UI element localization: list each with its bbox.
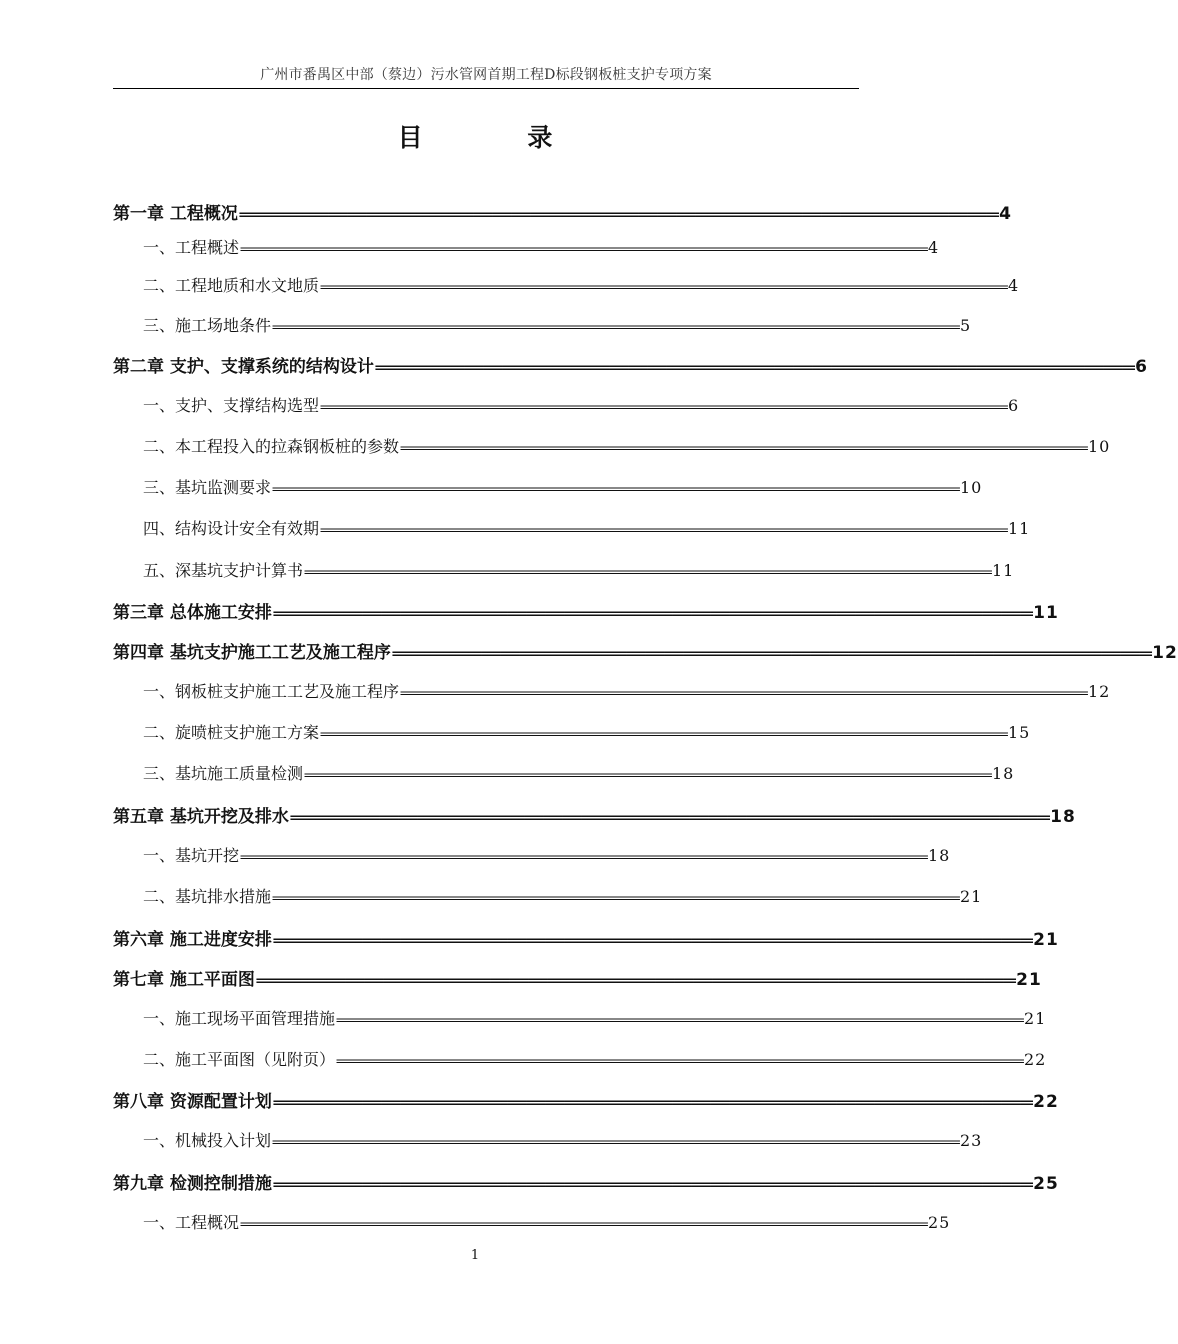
toc-label: 第六章 施工进度安排 [113, 930, 272, 950]
toc-page-number: 23 [959, 1131, 983, 1150]
dot-leader: ======================================================================================================================== [240, 850, 927, 864]
toc-page-number: 11 [1033, 603, 1059, 623]
dot-leader: ======================================================================================================================== [272, 1096, 1033, 1111]
dot-leader: ======================================================================================================================== [272, 934, 1033, 949]
dot-leader: ======================================================================================================================== [320, 727, 1007, 741]
toc-page-number: 22 [1033, 1092, 1059, 1112]
toc-section[interactable] [143, 516, 1031, 539]
toc-label: 第五章 基坑开挖及排水 [113, 807, 289, 827]
toc-section[interactable] [143, 393, 1020, 416]
running-header: 广州市番禺区中部（蔡边）污水管网首期工程D标段钢板桩支护专项方案 [260, 67, 712, 83]
toc-section[interactable] [143, 235, 940, 258]
toc-section[interactable] [143, 843, 951, 866]
toc-section[interactable] [143, 273, 1020, 296]
dot-leader: ======================================================================================================================== [272, 607, 1033, 622]
toc-label: 三、基坑施工质量检测 [143, 764, 304, 783]
toc-label: 第四章 基坑支护施工工艺及施工程序 [113, 643, 391, 663]
toc-page-number: 15 [1007, 723, 1031, 742]
toc-section[interactable] [143, 434, 1111, 457]
dot-leader: ======================================================================================================================== [272, 482, 959, 496]
dot-leader: ======================================================================================================================== [304, 768, 991, 782]
toc-chapter-5[interactable] [113, 802, 1076, 827]
toc-label: 一、钢板桩支护施工工艺及施工程序 [143, 682, 400, 701]
toc-title: 目 录 [397, 123, 601, 152]
toc-page-number: 21 [1023, 1009, 1047, 1028]
toc-chapter-4[interactable] [113, 638, 1178, 663]
dot-leader: ======================================================================================================================== [400, 686, 1087, 700]
toc-label: 第二章 支护、支撑系统的结构设计 [113, 357, 374, 377]
dot-leader: ======================================================================================================================== [238, 208, 999, 223]
toc-page-number: 25 [927, 1213, 951, 1232]
toc-page-number: 5 [959, 316, 972, 335]
toc-label: 一、基坑开挖 [143, 846, 240, 865]
dot-leader: ======================================================================================================================== [320, 523, 1007, 537]
toc-label: 二、基坑排水措施 [143, 887, 272, 906]
toc-label: 第七章 施工平面图 [113, 970, 255, 990]
dot-leader: ======================================================================================================================== [320, 280, 1007, 294]
toc-section[interactable] [143, 1128, 983, 1151]
toc-page-number: 18 [927, 846, 951, 865]
toc-page-number: 6 [1135, 357, 1148, 377]
toc-section[interactable] [143, 313, 972, 336]
dot-leader: ======================================================================================================================== [320, 400, 1007, 414]
toc-label: 第一章 工程概况 [113, 204, 238, 224]
toc-section[interactable] [143, 884, 983, 907]
dot-leader: ======================================================================================================================== [272, 1135, 959, 1149]
page-number: 1 [470, 1248, 480, 1263]
toc-label: 二、施工平面图（见附页） [143, 1050, 336, 1069]
toc-section[interactable] [143, 1006, 1047, 1029]
dot-leader: ======================================================================================================================== [272, 320, 959, 334]
toc-section[interactable] [143, 720, 1031, 743]
toc-label: 第八章 资源配置计划 [113, 1092, 272, 1112]
toc-page-number: 21 [959, 887, 983, 906]
toc-label: 四、结构设计安全有效期 [143, 519, 320, 538]
toc-label: 三、基坑监测要求 [143, 478, 272, 497]
toc-label: 二、工程地质和水文地质 [143, 276, 320, 295]
toc-section[interactable] [143, 679, 1111, 702]
toc-section[interactable] [143, 1210, 951, 1233]
toc-page-number: 11 [1007, 519, 1031, 538]
toc-label: 二、本工程投入的拉森钢板桩的参数 [143, 437, 400, 456]
toc-page-number: 25 [1033, 1174, 1059, 1194]
toc-label: 五、深基坑支护计算书 [143, 561, 304, 580]
dot-leader: ======================================================================================================================== [272, 891, 959, 905]
toc-page-number: 12 [1087, 682, 1111, 701]
toc-label: 第九章 检测控制措施 [113, 1174, 272, 1194]
toc-label: 一、支护、支撑结构选型 [143, 396, 320, 415]
dot-leader: ======================================================================================================================== [289, 811, 1050, 826]
dot-leader: ======================================================================================================================== [391, 647, 1152, 662]
toc-label: 一、工程概述 [143, 238, 240, 257]
toc-page-number: 18 [1050, 807, 1076, 827]
toc-section[interactable] [143, 761, 1015, 784]
toc-page-number: 4 [999, 204, 1012, 224]
toc-section[interactable] [143, 558, 1015, 581]
toc-label: 二、旋喷桩支护施工方案 [143, 723, 320, 742]
toc-label: 一、机械投入计划 [143, 1131, 272, 1150]
toc-label: 一、工程概况 [143, 1213, 240, 1232]
toc-page-number: 10 [1087, 437, 1111, 456]
toc-section[interactable] [143, 1047, 1047, 1070]
dot-leader: ======================================================================================================================== [304, 565, 991, 579]
dot-leader: ======================================================================================================================== [374, 361, 1135, 376]
toc-page-number: 6 [1007, 396, 1020, 415]
dot-leader: ======================================================================================================================== [240, 242, 927, 256]
dot-leader: ======================================================================================================================== [272, 1178, 1033, 1193]
toc-chapter-6[interactable] [113, 925, 1059, 950]
toc-chapter-7[interactable] [113, 965, 1042, 990]
dot-leader: ======================================================================================================================== [336, 1054, 1023, 1068]
dot-leader: ======================================================================================================================== [240, 1217, 927, 1231]
toc-section[interactable] [143, 475, 983, 498]
toc-page-number: 10 [959, 478, 983, 497]
toc-page-number: 11 [991, 561, 1015, 580]
toc-page-number: 18 [991, 764, 1015, 783]
toc-page-number: 21 [1016, 970, 1042, 990]
toc-chapter-9[interactable] [113, 1169, 1059, 1194]
toc-label: 第三章 总体施工安排 [113, 603, 272, 623]
toc-chapter-3[interactable] [113, 598, 1059, 623]
toc-chapter-8[interactable] [113, 1087, 1059, 1112]
dot-leader: ======================================================================================================================== [336, 1013, 1023, 1027]
toc-chapter-2[interactable] [113, 352, 1148, 377]
dot-leader: ======================================================================================================================== [400, 441, 1087, 455]
toc-page-number: 22 [1023, 1050, 1047, 1069]
toc-page-number: 4 [927, 238, 940, 257]
toc-label: 三、施工场地条件 [143, 316, 272, 335]
toc-page-number: 4 [1007, 276, 1020, 295]
dot-leader: ======================================================================================================================== [255, 974, 1016, 989]
toc-page-number: 12 [1152, 643, 1178, 663]
toc-page-number: 21 [1033, 930, 1059, 950]
toc-label: 一、施工现场平面管理措施 [143, 1009, 336, 1028]
toc-chapter-1[interactable] [113, 199, 1012, 224]
